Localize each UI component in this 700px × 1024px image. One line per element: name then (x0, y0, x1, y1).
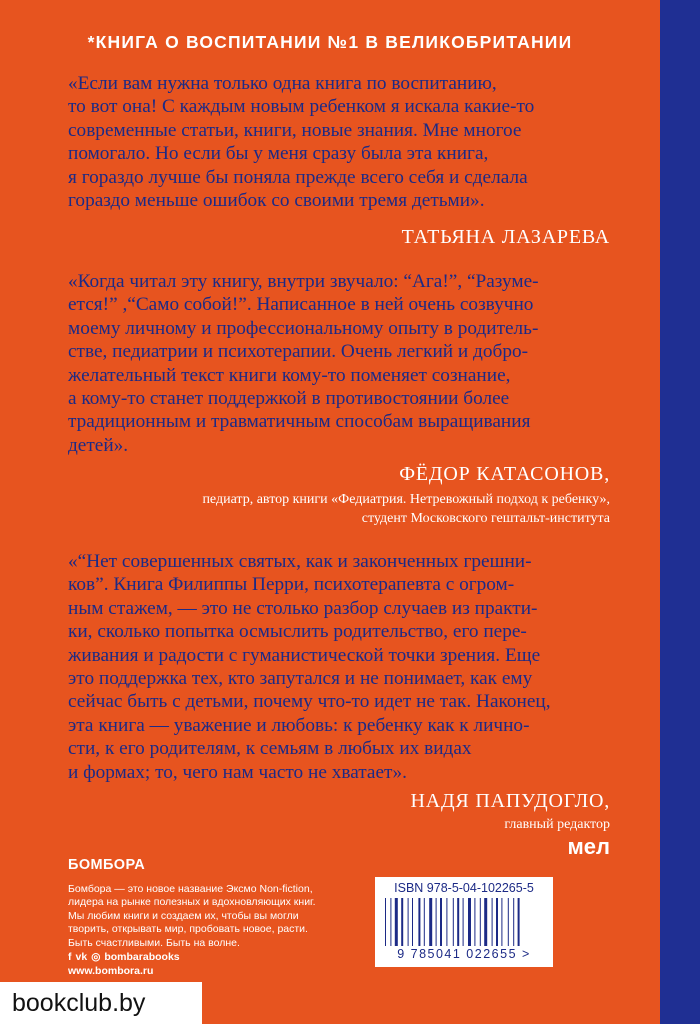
author-lazareva: ТАТЬЯНА ЛАЗАРЕВА (401, 226, 610, 248)
quote-line: живания и радости с гуманистической точки зрения. Еще (68, 644, 541, 666)
publisher-text-line: Бомбора — это новое название Эксмо Non-fiction, (68, 883, 313, 895)
quote-papudoglo (68, 550, 643, 784)
publisher-website[interactable]: www.bombora.ru (68, 965, 154, 977)
quote-line: эта книга — уважение и любовь: к ребенку как к лично- (68, 714, 530, 736)
barcode-digits: 9 785041 022655 > (397, 947, 531, 961)
quote-katasonov (68, 270, 643, 457)
facebook-icon[interactable]: f (68, 951, 72, 963)
publisher-social (68, 950, 180, 978)
publisher-logo: БОМБОРА (68, 857, 146, 873)
mel-logo: мел (567, 834, 610, 859)
quote-line: ков”. Книга Филиппы Перри, психотерапевта с огром- (68, 574, 515, 596)
quote-line: помогало. Но если бы у меня сразу была эта книга, (68, 143, 489, 165)
publisher-text-line: творить, открывать мир, пробовать новое, расти. (68, 923, 308, 936)
publisher-text-line: Быть счастливыми. Быть на волне. (68, 936, 240, 949)
quote-line: сейчас быть с детьми, почему что-то идет не так. Наконец, (68, 691, 551, 713)
author-katasonov: ФЁДОР КАТАСОНОВ, (399, 463, 610, 485)
quote-line: то вот она! С каждым новым ребенком я искала какие-то (68, 96, 535, 118)
author-papudoglo: НАДЯ ПАПУДОГЛО, (410, 790, 610, 812)
quote-line: я гораздо лучше бы поняла прежде всего себя и сделала (68, 166, 528, 188)
quote-line: это поддержка тех, кто запутался и не понимает, как ему (68, 668, 533, 690)
author-note-line: педиатр, автор книги «Федиатрия. Нетревожный подход к ребенку», (202, 492, 610, 507)
quote-line: ки, сколько попытка осмыслить родительство, его пере- (68, 621, 527, 643)
publisher-text-line: Мы любим книги и создаем их, чтобы вы могли (68, 909, 299, 922)
quote-line: моему личному и профессиональному опыту в родитель- (68, 317, 539, 339)
quote-line: сти, к его родителям, к семьям в любых их видах (68, 738, 472, 760)
barcode-bars (385, 898, 543, 946)
quote-line: ется!” ,“Само собой!”. Написанное в ней очень созвучно (68, 294, 534, 316)
quote-line: желательный текст книги кому-то поменяет сознание, (68, 364, 511, 386)
social-handle[interactable]: bombarabooks (104, 951, 180, 963)
headline: *КНИГА О ВОСПИТАНИИ №1 В ВЕЛИКОБРИТАНИИ (87, 32, 573, 52)
publisher-description (68, 883, 368, 950)
quote-line: стве, педиатрии и психотерапии. Очень легкий и добро- (68, 341, 529, 363)
quote-line: «Если вам нужна только одна книга по воспитанию, (68, 73, 497, 94)
author-katasonov-note (202, 490, 610, 528)
quote-line: гораздо меньше ошибок со своими тремя детьми». (68, 190, 485, 212)
quote-line: а кому-то станет поддержкой в противостоянии более (68, 388, 510, 410)
social-icons (68, 950, 180, 964)
cover-spine (660, 0, 700, 1024)
isbn-label: ISBN 978-5-04-102265-5 (394, 881, 534, 895)
watermark: bookclub.by (0, 982, 202, 1024)
quote-line: традиционным и травматичным способам выращивания (68, 411, 531, 433)
quote-line: «“Нет совершенных святых, как и законченных грешни- (68, 551, 532, 572)
quote-line: детей». (68, 434, 129, 456)
barcode (375, 877, 553, 967)
quote-lazareva (68, 72, 643, 212)
quote-line: современные статьи, книги, новые знания. Мне многое (68, 119, 522, 141)
author-note-line: студент Московского гештальт-института (361, 511, 610, 526)
quote-line: ным стажем, — это не столько разбор случаев из практи- (68, 597, 538, 619)
quote-line: и формах; то, чего нам часто не хватает». (68, 761, 407, 783)
author-papudoglo-note (504, 815, 610, 834)
instagram-icon[interactable]: ◎ (91, 951, 101, 963)
quote-line: «Когда читал эту книгу, внутри звучало: “Ага!”, “Разуме- (68, 271, 539, 292)
author-note-line: главный редактор (504, 817, 610, 832)
publisher-text-line: лидера на рынке полезных и вдохновляющих книг. (68, 896, 316, 909)
vk-icon[interactable]: vk (75, 951, 88, 963)
